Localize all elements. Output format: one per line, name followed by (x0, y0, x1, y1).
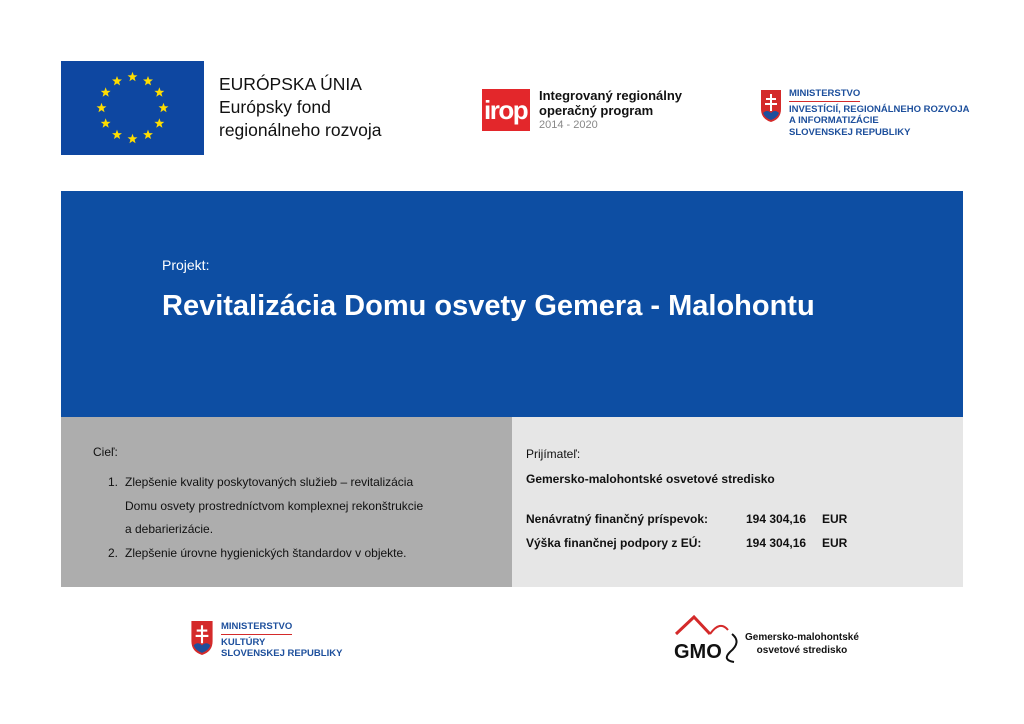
eu-support-label: Výška finančnej podpory z EÚ: (526, 536, 702, 550)
goal-item-line: Zlepšenie úrovne hygienických štandardov v objekte. (125, 545, 407, 560)
recipient-name: Gemersko-malohontské osvetové stredisko (526, 472, 775, 486)
goal-item-line: Domu osvety prostredníctvom komplexnej rekonštrukcie (125, 498, 424, 513)
grant-value: 194 304,16 (746, 512, 807, 526)
eu-fund-text (219, 73, 381, 142)
gmo-logo-icon (670, 612, 742, 669)
eu-flag-icon (61, 61, 204, 155)
goal-label: Cieľ: (93, 445, 118, 459)
gmo-line-2: osvetové stredisko (756, 645, 848, 656)
recipient-panel (512, 417, 963, 587)
goal-list (108, 471, 508, 565)
ministry-culture-text (221, 621, 342, 660)
irop-line-2: operačný program (539, 103, 654, 118)
gmo-text (745, 631, 859, 657)
gmo-line-1: Gemersko-malohontské (745, 632, 859, 643)
mk-line-3: SLOVENSKEJ REPUBLIKY (221, 648, 343, 659)
eu-support-value: 194 304,16 (746, 536, 807, 550)
irop-text (539, 88, 682, 133)
ministry-investments-text (789, 88, 970, 138)
mirri-line-1: MINISTERSTVO (789, 88, 860, 102)
mk-line-2: KULTÚRY (221, 636, 266, 648)
eu-line-1: EURÓPSKA ÚNIA (219, 74, 362, 94)
goal-item-line: a debarierizácie. (125, 522, 214, 536)
eu-support-row (526, 536, 847, 550)
irop-logo-icon (482, 89, 530, 131)
goal-item-number: 1. (108, 475, 119, 489)
mirri-line-2: INVESTÍCIÍ, REGIONÁLNEHO ROZVOJA (789, 103, 970, 115)
gmo-logo-text: GMO (674, 641, 722, 663)
grant-row (526, 512, 847, 526)
mirri-line-4: SLOVENSKEJ REPUBLIKY (789, 126, 911, 138)
recipient-label: Prijímateľ: (526, 447, 581, 461)
grant-currency: EUR (822, 512, 848, 526)
slovak-coat-of-arms-icon (760, 89, 782, 128)
slovak-coat-of-arms-icon (190, 620, 214, 661)
mk-line-1: MINISTERSTVO (221, 621, 292, 635)
goal-item (108, 471, 508, 542)
eu-line-3: regionálneho rozvoja (219, 120, 382, 140)
eu-line-2: Európsky fond (219, 97, 331, 117)
mirri-line-3: A INFORMATIZÁCIE (789, 115, 879, 126)
goal-item-number: 2. (108, 545, 119, 560)
goal-item-line: Zlepšenie kvality poskytovaných služieb – revitalizácia (125, 475, 414, 489)
project-title: Revitalizácia Domu osvety Gemera - Malohontu (162, 290, 815, 322)
grant-label: Nenávratný finančný príspevok: (526, 512, 709, 526)
irop-years: 2014 - 2020 (539, 119, 598, 131)
project-label: Projekt: (162, 257, 210, 273)
irop-line-1: Integrovaný regionálny (539, 88, 683, 103)
irop-logo-text: irop (484, 95, 528, 125)
eu-support-currency: EUR (822, 536, 848, 550)
goal-item (108, 542, 508, 566)
